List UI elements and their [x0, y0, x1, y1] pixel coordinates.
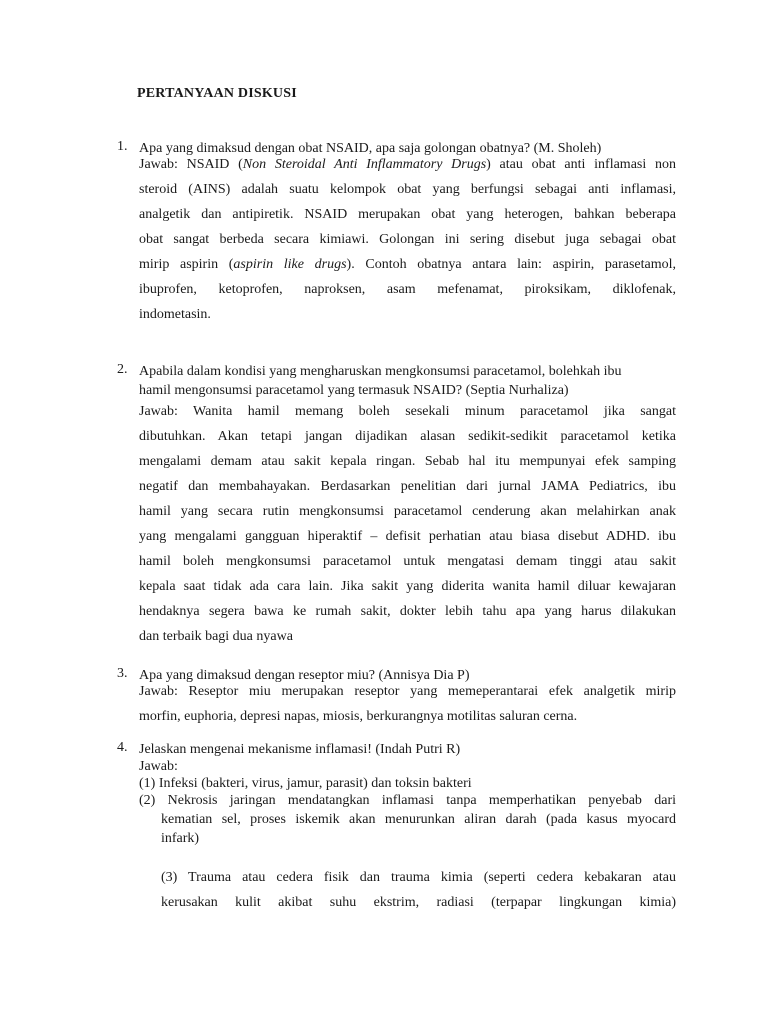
answer-line: ibuprofen, ketoprofen, naproksen, asam mefenamat, piroksikam, diklofenak, [139, 282, 676, 297]
item-number: 1. [117, 139, 128, 154]
question-text: Apa yang dimaksud dengan reseptor miu? (Annisya Dia P) [139, 668, 470, 683]
sub-point-1: (1) Infeksi (bakteri, virus, jamur, parasit) dan toksin bakteri [139, 776, 472, 791]
answer-line: mengalami demam atau sakit kepala ringan. Sebab hal itu mempunyai efek samping [139, 454, 676, 469]
sub-point-2-continued: kematian sel, proses iskemik akan menurunkan aliran darah (pada kasus myocard infark) [161, 812, 676, 846]
item-number: 2. [117, 362, 128, 377]
sub-point-3: (3) Trauma atau cedera fisik dan trauma kimia (seperti cedera kebakaran atau kerusakan kulit akibat suhu ekstrim, radiasi (terpapar lingkungan kimia) [161, 870, 676, 910]
question-text: Jelaskan mengenai mekanisme inflamasi! (Indah Putri R) [139, 742, 461, 757]
answer-line: hamil boleh mengkonsumsi paracetamol untuk mengatasi demam tinggi atau sakit [139, 554, 676, 569]
sub-point-2: (2) Nekrosis jaringan mendatangkan inflamasi tanpa memperhatikan penyebab dari [139, 793, 676, 808]
answer-line: indometasin. [139, 307, 211, 322]
answer-line: Jawab: NSAID (Non Steroidal Anti Inflammatory Drugs) atau obat anti inflamasi non [139, 157, 676, 172]
item-number: 4. [117, 740, 128, 755]
answer-line: Jawab: Wanita hamil memang boleh sesekali minum paracetamol jika sangat [139, 404, 676, 419]
answer-line: yang mengalami gangguan hiperaktif – defisit perhatian atau biasa disebut ADHD. ibu [139, 529, 676, 544]
italic-term: aspirin like drugs [233, 257, 347, 272]
answer-line: dibutuhkan. Akan tetapi jangan dijadikan alasan sedikit-sedikit paracetamol ketika [139, 429, 676, 444]
question-text: Apa yang dimaksud dengan obat NSAID, apa saja golongan obatnya? (M. Sholeh) [139, 141, 602, 156]
answer-2 [139, 399, 676, 649]
italic-term: Non Steroidal Anti Inflammatory Drugs [242, 157, 487, 172]
answer-line: obat sangat berbeda secara kimiawi. Golongan ini sering disebut juga sebagai obat [139, 232, 676, 247]
question-text: Apabila dalam kondisi yang mengharuskan mengkonsumsi paracetamol, bolehkah ibu hamil mengonsumsi paracetamol yang termasuk NSAID? (Septia Nurhaliza) [139, 364, 622, 398]
answer-3 [139, 679, 676, 729]
answer-line: analgetik dan antipiretik. NSAID merupakan obat yang heterogen, bahkan beberapa [139, 207, 676, 222]
answer-line: kepala saat tidak ada cara lain. Jika sakit yang diderita wanita hamil diluar kewajaran [139, 579, 676, 594]
answer-line: negatif dan membahayakan. Berdasarkan penelitian dari jurnal JAMA Pediatrics, ibu [139, 479, 676, 494]
answer-line: mirip aspirin (aspirin like drugs). Contoh obatnya antara lain: aspirin, parasetamol, [139, 257, 676, 272]
answer-line: dan terbaik bagi dua nyawa [139, 629, 293, 644]
answer-line: morfin, euphoria, depresi napas, miosis, berkurangnya motilitas saluran cerna. [139, 709, 578, 724]
answer-line: hendaknya segera bawa ke rumah sakit, dokter lebih tahu apa yang harus dilakukan [139, 604, 676, 619]
item-number: 3. [117, 666, 128, 681]
answer-line: hamil yang secara rutin mengkonsumsi paracetamol cenderung akan melahirkan anak [139, 504, 676, 519]
answer-line: steroid (AINS) adalah suatu kelompok obat yang berfungsi sebagai anti inflamasi, [139, 182, 676, 197]
answer-line: Jawab: Reseptor miu merupakan reseptor yang memeperantarai efek analgetik mirip [139, 684, 676, 699]
page-title: PERTANYAAN DISKUSI [137, 86, 297, 101]
answer-4-label: Jawab: [139, 759, 178, 774]
answer-1 [139, 152, 676, 327]
